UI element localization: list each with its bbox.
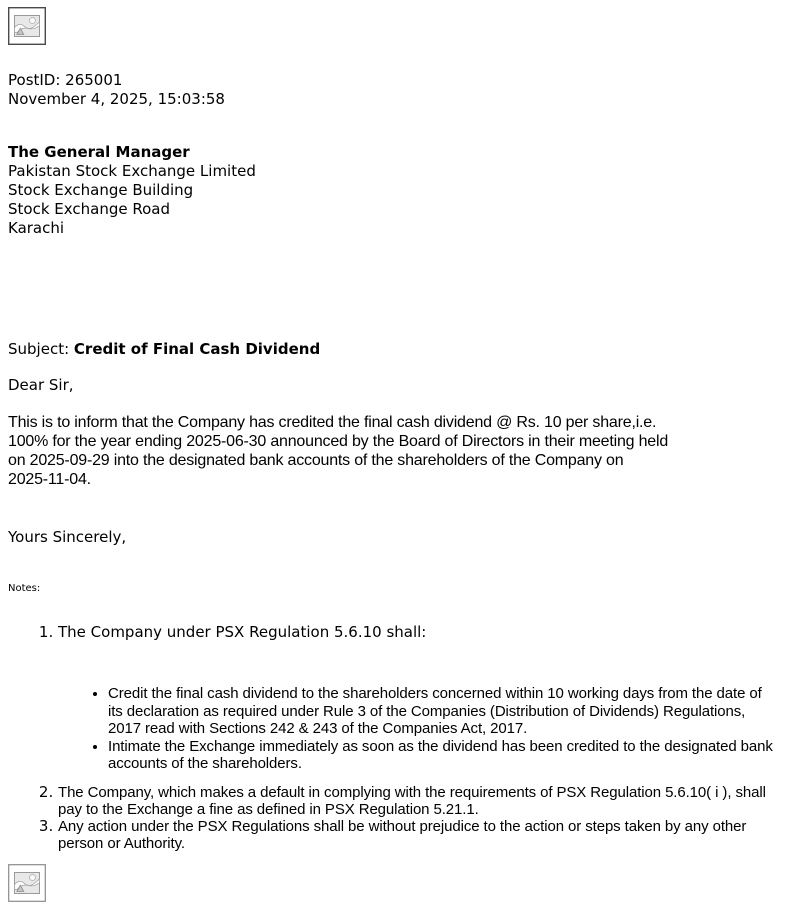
closing: Yours Sincerely, — [8, 528, 127, 546]
letter-body-line: 2025-11-04. — [8, 471, 91, 488]
notes-sub-list — [58, 685, 775, 773]
recipient-address-line: Karachi — [8, 219, 65, 237]
letter-body-line: This is to inform that the Company has credited the final cash dividend @ Rs. 10 per share,i.e. — [8, 414, 657, 431]
notes-sub-item: • Intimate the Exchange immediately as soon as the dividend has been credited to the designated bank accounts of the shareholders. — [108, 738, 775, 773]
recipient-name: The General Manager — [8, 143, 190, 161]
notes-item-2 — [58, 784, 775, 818]
letter-body-line: 100% for the year ending 2025-06-30 announced by the Board of Directors in their meeting held — [8, 433, 669, 450]
recipient-address-line: Stock Exchange Road — [8, 200, 170, 218]
image-placeholder-icon — [8, 7, 46, 45]
notes-sub-item: • Credit the final cash dividend to the shareholders concerned within 10 working days from the date of its declaration as required under Rule 3 of the Companies (Distribution of Dividends) Regulations, 2017 read with Sections 242 & 243 of the Companies Act, 2017. — [108, 685, 775, 738]
letter-body-line: on 2025-09-29 into the designated bank accounts of the shareholders of the Company on — [8, 452, 624, 469]
notes-item-text: The Company under PSX Regulation 5.6.10 shall: — [58, 623, 427, 641]
notes-label: Notes: — [8, 583, 41, 594]
notes-item-text: Any action under the PSX Regulations shall be without prejudice to the action or steps taken by any other person or Authority. — [58, 817, 747, 852]
footer-image-placeholder — [8, 864, 46, 902]
notes-item-3 — [58, 818, 775, 852]
recipient-address-block — [8, 143, 789, 238]
salutation: Dear Sir, — [8, 376, 74, 394]
image-placeholder-icon — [8, 864, 46, 902]
post-meta — [8, 71, 789, 109]
subject-label: Subject: — [8, 340, 70, 358]
subject-value: Credit of Final Cash Dividend — [73, 340, 321, 358]
notes-item-1 — [58, 624, 775, 773]
notes-list — [8, 624, 775, 852]
post-id: PostID: 265001 — [8, 71, 123, 89]
letter-body — [8, 413, 789, 489]
notes-item-text: The Company, which makes a default in complying with the requirements of PSX Regulation 5.6.10( i ), shall pay to the Exchange a fine as defined in PSX Regulation 5.21.1. — [58, 783, 766, 818]
recipient-address-line: Pakistan Stock Exchange Limited — [8, 162, 256, 180]
post-datetime: November 4, 2025, 15:03:58 — [8, 90, 225, 108]
recipient-address-line: Stock Exchange Building — [8, 181, 194, 199]
subject-line — [8, 340, 789, 359]
header-image-placeholder — [8, 7, 46, 45]
